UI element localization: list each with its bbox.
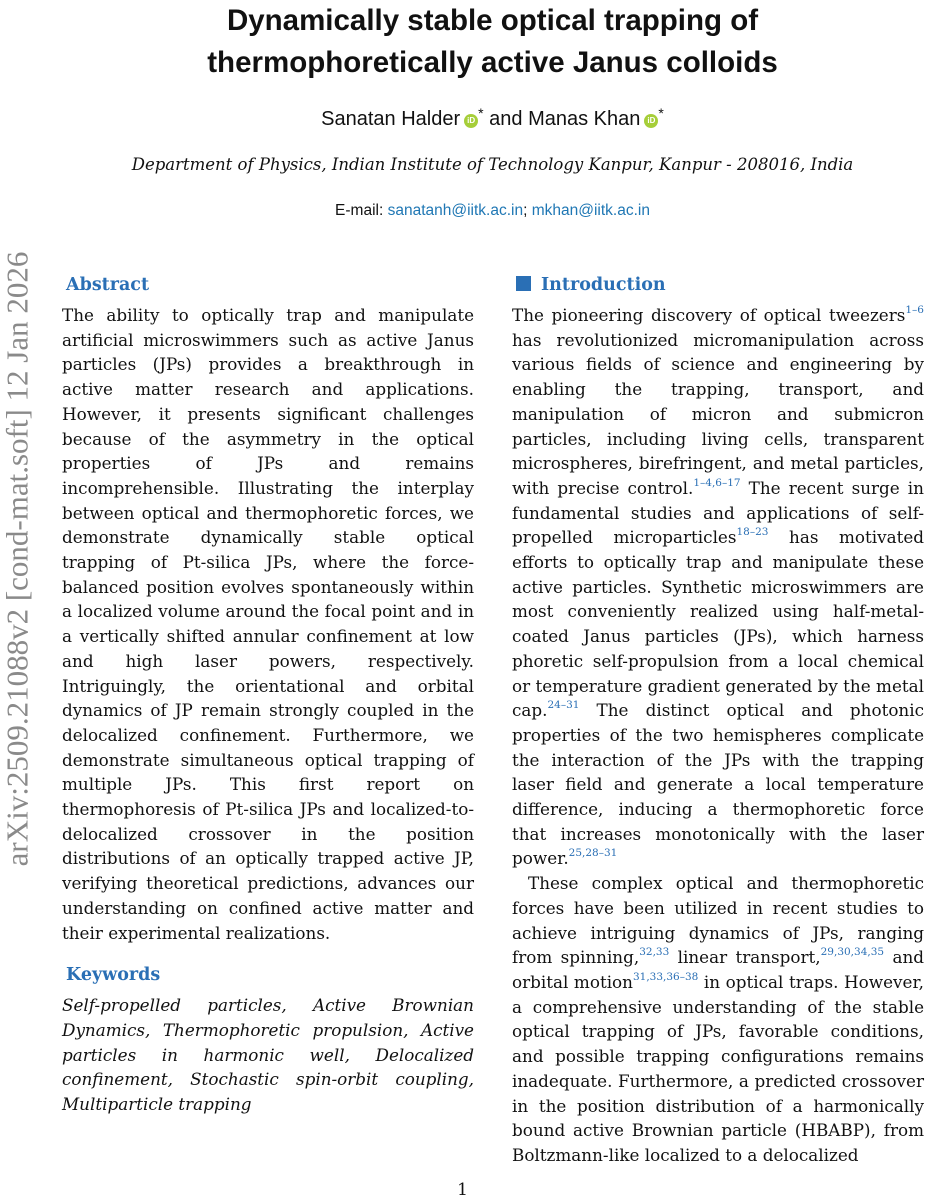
intro-text: has motivated efforts to optically trap and manipulate these active particles. Synthetic microswimmers are most conveniently realized using half-metal-coated Janus particles (JPs), which harness phoretic self-propulsion from a local chemical or temperature gradient generated by the metal cap. (512, 527, 924, 721)
intro-paragraph-1 (512, 303, 924, 871)
keywords-heading: Keywords (66, 965, 161, 986)
citation-link[interactable]: 1–4,6–17 (693, 476, 741, 489)
citation-link[interactable]: 25,28–31 (568, 847, 618, 860)
keywords-text: Self-propelled particles, Active Brownian Dynamics, Thermophoretic propulsion, Active particles in harmonic well, Delocalized confinement, Stochastic spin-orbit coupling, Multiparticle trapping (62, 995, 474, 1115)
arxiv-sidebar-stamp: arXiv:2509.21088v2 [cond-mat.soft] 12 Jan 2026 (0, 251, 35, 867)
email-line (100, 202, 885, 220)
introduction-heading-text: Introduction (541, 275, 666, 295)
abstract-text: The ability to optically trap and manipulate artificial microswimmers such as active Janus particles (JPs) provides a breakthrough in active matter research and applications. However, it presents significant challenges because of the asymmetry in the optical properties of JPs and remains incomprehensible. Illustrating the interplay between optical and thermophoretic forces, we demonstrate dynamically stable optical trapping of Pt-silica JPs, where the force-balanced position evolves spontaneously within a localized volume around the focal point and in a vertically shifted annular confinement at low and high laser powers, respectively. Intriguingly, the orientational and orbital dynamics of JP remain strongly coupled in the delocalized confinement. Furthermore, we demonstrate simultaneous optical trapping of multiple JPs. This first report on thermophoresis of Pt-silica JPs and localized-to-delocalized crossover in the position distributions of an optically trapped active JP, verifying theoretical predictions, advances our understanding on confined active matter and their experimental realizations. (62, 305, 474, 943)
intro-text: and orbital motion (512, 947, 925, 992)
paper-title (100, 0, 885, 84)
left-column (62, 275, 474, 1117)
corresponding-mark: * (658, 105, 664, 121)
orcid-icon[interactable]: iD (644, 114, 658, 128)
citation-link[interactable]: 32,33 (639, 946, 670, 959)
citation-link[interactable]: 29,30,34,35 (820, 946, 885, 959)
introduction-heading (516, 275, 924, 295)
author-list (100, 105, 885, 131)
author-connector: and (489, 108, 523, 130)
author-name[interactable]: Manas Khan (528, 108, 641, 130)
right-column (512, 275, 924, 1168)
section-marker-icon (516, 276, 531, 291)
intro-text: has revolutionized micromanipulation across various fields of science and engineering by enabling the trapping, transport, and manipulation of micron and submicron particles, including living cells, transparent microspheres, birefringent, and metal particles, with precise control. (512, 329, 924, 498)
intro-text: The pioneering discovery of optical tweezers (512, 305, 906, 325)
citation-link[interactable]: 31,33,36–38 (632, 970, 699, 983)
intro-text: The recent surge in fundamental studies and applications of self-propelled microparticles (512, 477, 924, 548)
abstract-heading: Abstract (66, 275, 150, 295)
email-link[interactable]: mkhan@iitk.ac.in (531, 202, 650, 219)
email-link[interactable]: sanatanh@iitk.ac.in (387, 202, 524, 219)
title-line-2: thermophoretically active Janus colloids (207, 46, 778, 79)
email-separator: ; (523, 202, 528, 219)
citation-link[interactable]: 1–6 (905, 304, 924, 316)
intro-text: The distinct optical and photonic properties of the two hemispheres complicate the interaction of the JPs with the trapping laser field and generate a local temperature difference, inducing a thermophoretic force that increases monotonically with the laser power. (512, 700, 924, 869)
affiliation: Department of Physics, Indian Institute of Technology Kanpur, Kanpur - 208016, India (131, 155, 854, 174)
title-line-1: Dynamically stable optical trapping of (226, 4, 759, 37)
citation-link[interactable]: 18–23 (736, 526, 769, 539)
intro-text: linear transport, (669, 947, 821, 968)
page-number: 1 (457, 1180, 468, 1200)
intro-text: These complex optical and thermophoretic forces have been utilized in recent studies to achieve intriguing dynamics of JPs, ranging from spinning, (512, 873, 924, 968)
orcid-icon[interactable]: iD (464, 114, 478, 128)
intro-text: in optical traps. However, a comprehensive understanding of the stable optical trapping of JPs, favorable conditions, and possible trapping configurations remains inadequate. Furthermore, a predicted crossover in the position distribution of a harmonically bound active Brownian particle (HBABP), from Boltzmann-like localized to a delocalized (512, 971, 924, 1165)
email-label: E-mail: (335, 202, 384, 219)
citation-link[interactable]: 24–31 (547, 699, 580, 712)
intro-paragraph-2 (512, 871, 924, 1167)
author-name[interactable]: Sanatan Halder (321, 108, 461, 130)
corresponding-mark: * (478, 105, 484, 121)
